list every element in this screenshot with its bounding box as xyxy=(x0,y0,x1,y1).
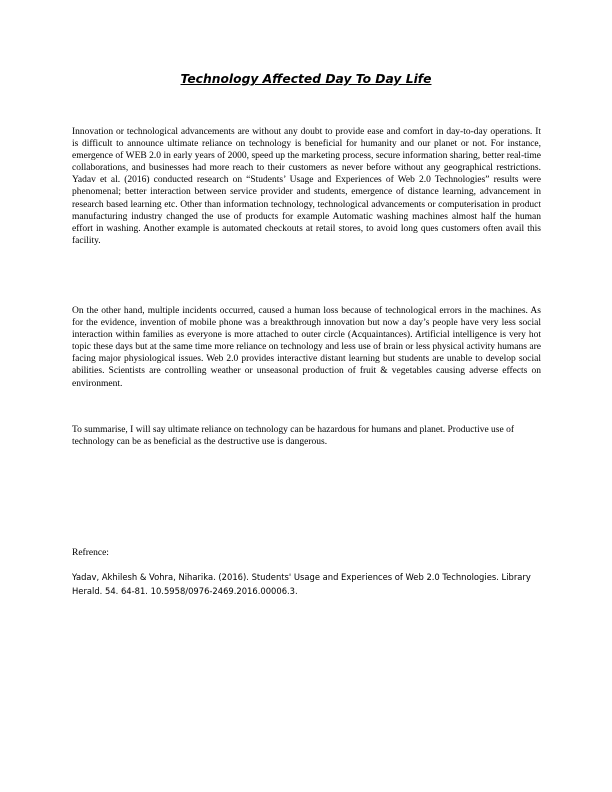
document-title: Technology Affected Day To Day Life xyxy=(180,72,432,86)
body-paragraph-2: On the other hand, multiple incidents occurred, caused a human loss because of technological errors in the machines. As for the evidence, invention of mobile phone was a breakthrough innovation but now a day’s people have very less social interaction within families as everyone is more attached to outer circle (Acquaintances). Artificial intelligence is very hot topic these days but at the same time more reliance on technology and less use of brain or less physical activity humans are facing major physiological issues. Web 2.0 provides interactive distant learning but students are unable to develop social abilities. Scientists are controlling weather or unseasonal production of fruit & vegetables causing adverse effects on environment. xyxy=(72,306,541,389)
body-paragraph-3: To summarise, I will say ultimate reliance on technology can be hazardous for humans and planet. Productive use of technology can be as beneficial as the destructive use is dangerous. xyxy=(72,425,515,448)
body-paragraph-1: Innovation or technological advancements are without any doubt to provide ease and comfort in day-to-day operations. It is difficult to announce ultimate reliance on technology is beneficial for humanity and our planet or not. For instance, emergence of WEB 2.0 in early years of 2000, speed up the marketing process, secure information sharing, better real-time collaborations, and businesses had more reach to their customers as never before without any geographical restrictions. Yadav et al. (2016) conducted research on “Students’ Usage and Experiences of Web 2.0 Technologies” results were phenomenal; better interaction between service provider and students, emergence of distance learning, advancement in research based learning etc. Other than information technology, technological advancements or computerisation in product manufacturing industry changed the use of products for example Automatic washing machines almost half the human effort in washing. Another example is automated checkouts at retail stores, to avoid long ques customers often avail this facility. xyxy=(72,127,541,246)
reference-label: Refrence: xyxy=(72,548,109,558)
reference-entry: Yadav, Akhilesh & Vohra, Niharika. (2016). Students' Usage and Experiences of Web 2.0 Technologies. Library Herald. 54. 64-81. 10.5958/0976-2469.2016.00006.3. xyxy=(72,572,531,596)
